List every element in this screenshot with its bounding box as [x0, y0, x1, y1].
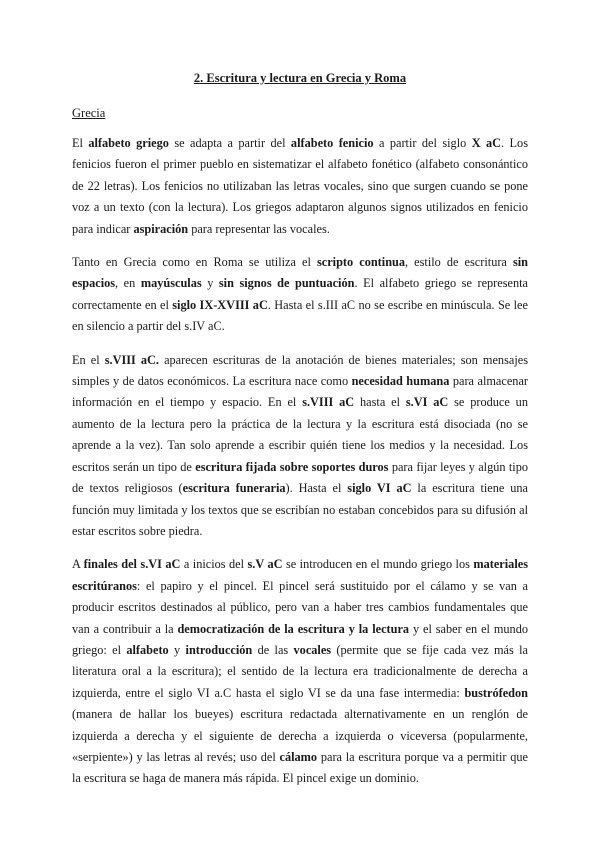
bold-term: finales del s.VI aC — [83, 557, 181, 572]
bold-term: vocales — [293, 642, 332, 657]
text-run: hasta el — [354, 395, 406, 410]
bold-term: sin signos de puntuación — [218, 276, 355, 291]
bold-term: escritura fijada sobre soportes duros — [195, 459, 389, 474]
bold-term: mayúsculas — [140, 276, 202, 291]
bold-term: X aC — [471, 136, 502, 150]
text-run: para fijar leyes y algún tipo de textos religiosos ( — [72, 459, 529, 496]
bold-term: materiales escritúranos — [72, 557, 528, 593]
section-heading-grecia: Grecia — [72, 106, 106, 120]
bold-term: escritura funeraria — [182, 481, 286, 496]
bold-term: alfabeto — [126, 642, 169, 657]
bold-term: s.VI aC — [405, 395, 449, 410]
text-run: se adapta a partir del — [168, 136, 291, 150]
text-run: a inicios del — [180, 557, 248, 572]
bold-term: alfabeto fenicio — [290, 136, 374, 150]
bold-term: siglo IX-XVIII aC — [172, 297, 268, 312]
paragraph-4 — [72, 554, 528, 789]
text-run: se introducen en el mundo griego los — [282, 557, 474, 572]
paragraph-2 — [72, 252, 528, 338]
bold-term: s.V aC — [247, 557, 283, 572]
text-run: para la escritura porque va a permitir que la escritura se haga de manera más rápida. El pincel exige un dominio. — [72, 749, 528, 786]
text-run: (permite que se fije cada vez más la literatura oral a la escritura); el sentido de la lectura era tradicionalmente de derecha a izquierda, entre el siglo VI a.C hasta el siglo VI se da una fase intermedia: — [72, 642, 529, 700]
bold-term: cálamo — [279, 749, 318, 764]
bold-term: necesidad humana — [351, 374, 450, 389]
text-run: A — [72, 557, 84, 572]
text-run: se produce un aumento de la lectura pero la práctica de la lectura y la escritura está disociada (no se aprende a la vez). Tan solo aprende a escribir quién tiene los medios y la necesidad. Los escritos serán un tipo de — [72, 395, 528, 474]
bold-term: s.VIII aC — [302, 395, 355, 410]
bold-term: siglo VI aC — [347, 481, 412, 496]
bold-term: democratización de la escritura y la lectura — [177, 621, 410, 636]
document-title: 2. Escritura y lectura en Grecia y Roma — [193, 71, 407, 85]
text-run: : el papiro y el pincel. El pincel será sustituido por el cálamo y se van a producir escritos destinados al público, pero van a haber tres cambios fundamentales que van a contribuir a la — [72, 578, 528, 636]
bold-term: alfabeto griego — [88, 136, 169, 150]
text-run: a partir del siglo — [373, 136, 472, 150]
text-run: . Los fenicios fueron el primer pueblo en sistematizar el alfabeto fonético (alfabeto consonántico de 22 letras). Los fenicios no utilizaban las letras vocales, sino que surgen cuando se pone voz a un texto (con la lectura). Los griegos adaptaron algunos signos utilizados en fenicio para indicar — [72, 136, 528, 236]
text-run: (manera de hallar los bueyes) escritura redactada alternativamente en un renglón de izquierda a derecha y el siguiente de derecha a izquierda o viceversa (popularmente, «serpiente») y las letras al revés; uso del — [72, 707, 528, 764]
text-run: y — [201, 276, 219, 291]
text-run: En el — [72, 352, 105, 367]
text-run: , estilo de escritura — [405, 255, 513, 270]
bold-term: bustrófedon — [464, 685, 528, 700]
text-run: ). Hasta el — [285, 481, 348, 496]
text-run: y el saber en el mundo griego: el — [72, 621, 528, 657]
text-run: para representar las vocales. — [188, 221, 330, 236]
text-run: aparecen escrituras de la anotación de bienes materiales; son mensajes simples y de datos económicos. La escritura nace como — [72, 352, 528, 389]
text-run: de las — [252, 642, 294, 657]
bold-term: aspiración — [133, 221, 189, 236]
bold-term: introducción — [185, 642, 253, 657]
text-run: , en — [115, 276, 141, 291]
text-run: y — [168, 642, 186, 657]
bold-term: sin espacios — [72, 255, 529, 291]
text-run: para almacenar información en el tiempo y espacio. En el — [72, 374, 528, 410]
paragraph-3 — [72, 350, 528, 543]
text-run: . Hasta el s.III aC no se escribe en minúscula. Se lee en silencio a partir del s.IV aC. — [72, 297, 528, 334]
bold-term: s.VIII aC. — [104, 352, 159, 367]
text-run: . El alfabeto griego se representa correctamente en el — [72, 276, 528, 312]
paragraph-1 — [72, 133, 528, 240]
text-run: El — [72, 136, 89, 150]
bold-term: scripto continua — [316, 255, 406, 270]
text-run: la escritura tiene una función muy limitada y los textos que se escribían no estaban concebidos para su difusión al estar escritos sobre piedra. — [72, 481, 529, 538]
text-run: Tanto en Grecia como en Roma se utiliza el — [72, 255, 317, 270]
